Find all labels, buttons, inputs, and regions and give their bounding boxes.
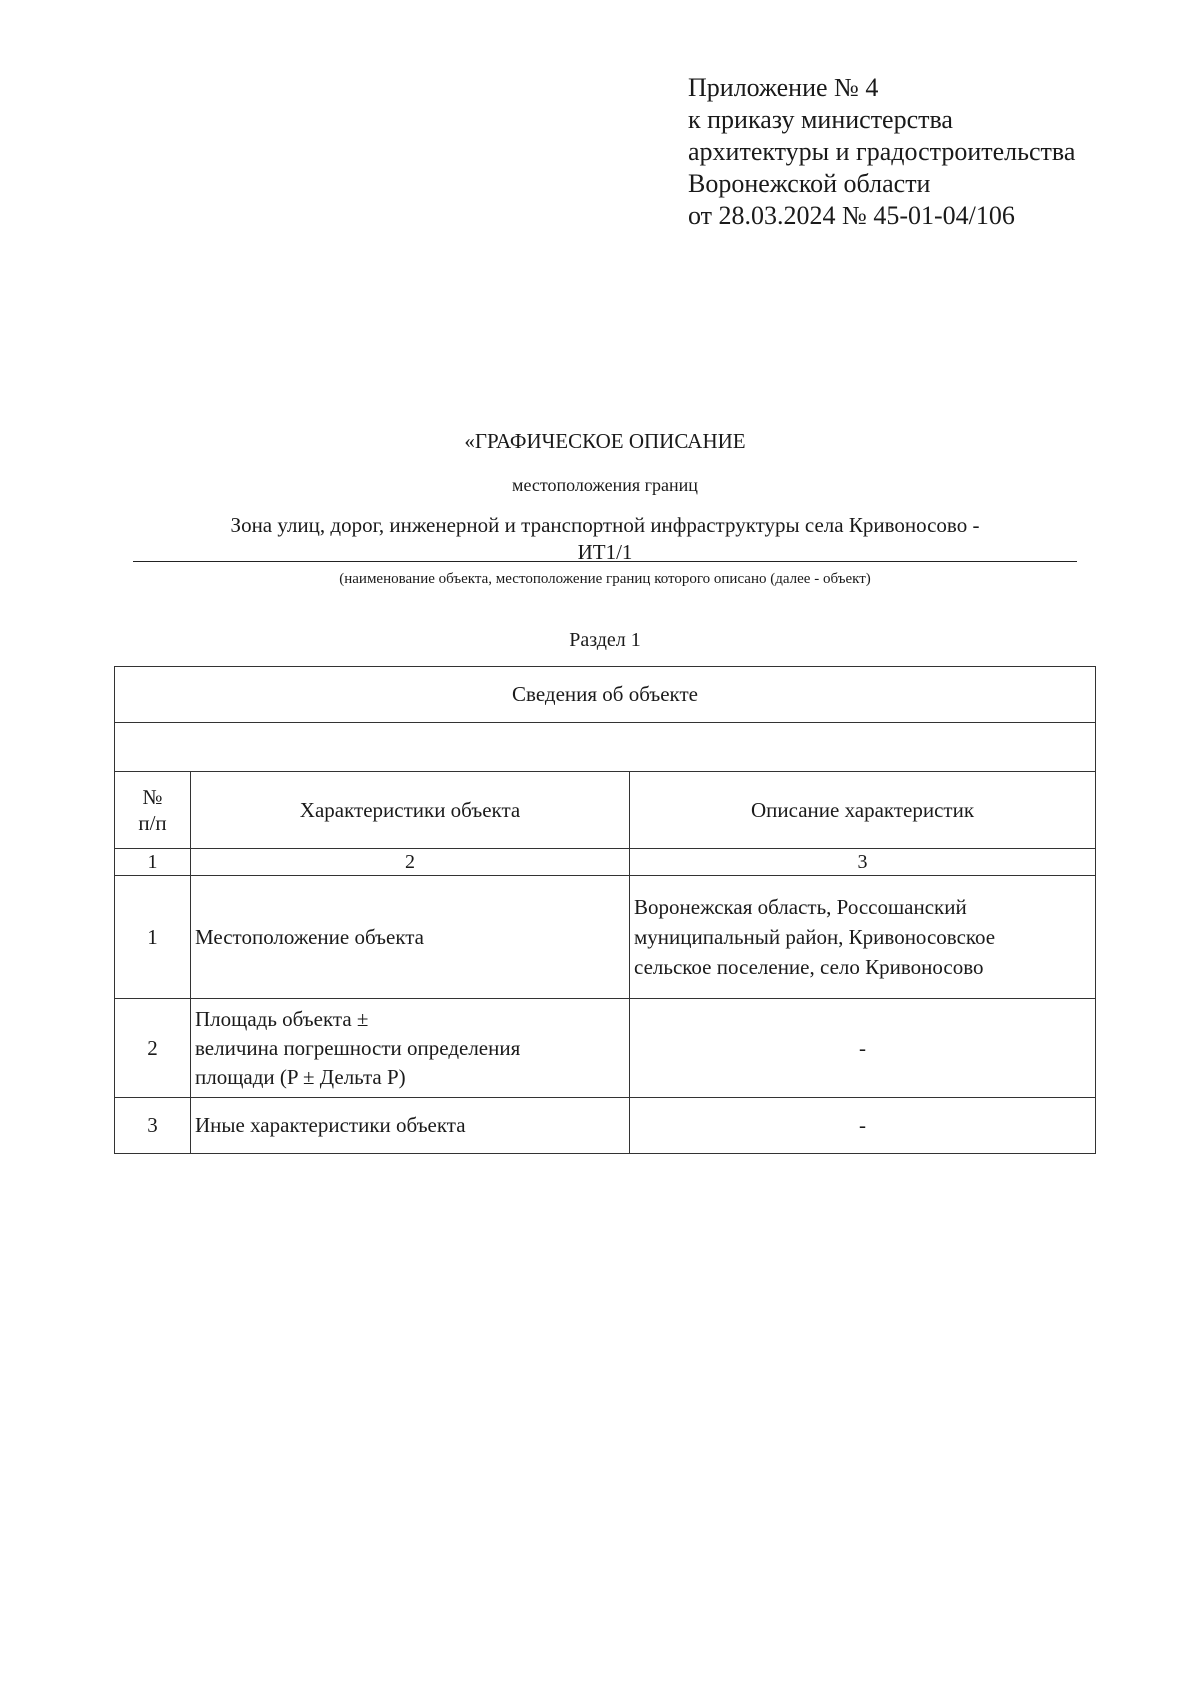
appendix-header (688, 72, 1075, 232)
header-characteristics: Характеристики объекта (191, 772, 630, 849)
row-characteristic-line: площади (P ± Дельта P) (195, 1064, 406, 1089)
header-num (115, 772, 191, 849)
column-index-2: 2 (191, 849, 630, 876)
appendix-date-number: от 28.03.2024 № 45-01-04/106 (688, 201, 1015, 230)
column-index-3: 3 (630, 849, 1096, 876)
row-description (630, 876, 1096, 999)
header-description: Описание характеристик (630, 772, 1096, 849)
row-characteristic: Местоположение объекта (191, 876, 630, 999)
table-title-row (115, 667, 1096, 723)
table-empty-row (115, 723, 1096, 772)
table-row (115, 1098, 1096, 1154)
appendix-number: Приложение № 4 (688, 73, 879, 102)
row-description-line: сельское поселение, село Кривоносово (634, 955, 984, 979)
row-description-line: Воронежская область, Россошанский (634, 895, 967, 919)
row-characteristic-line: Площадь объекта ± (195, 1006, 369, 1031)
object-name-caption: (наименование объекта, местоположение границ которого описано (далее - объект) (339, 571, 871, 587)
section-label: Раздел 1 (569, 629, 641, 651)
table-row (115, 876, 1096, 999)
document-title: «ГРАФИЧЕСКОЕ ОПИСАНИЕ (464, 429, 746, 453)
object-name-underline (133, 561, 1077, 562)
object-name-line-1: Зона улиц, дорог, инженерной и транспортной инфраструктуры села Кривоносово - (230, 513, 980, 537)
document-title-block (130, 428, 1080, 566)
row-characteristic-line: величина погрешности определения (195, 1035, 521, 1060)
appendix-region: Воронежской области (688, 169, 931, 198)
table-title: Сведения об объекте (115, 667, 1096, 723)
row-description: - (630, 999, 1096, 1098)
row-num: 1 (115, 876, 191, 999)
row-description-line: муниципальный район, Кривоносовское (634, 925, 996, 949)
column-index-1: 1 (115, 849, 191, 876)
document-subtitle: местоположения границ (512, 475, 698, 495)
row-description: - (630, 1098, 1096, 1154)
appendix-order-ref: к приказу министерства (688, 105, 953, 134)
table-row (115, 999, 1096, 1098)
row-characteristic (191, 999, 630, 1098)
header-num-line-2: п/п (138, 811, 167, 835)
appendix-ministry: архитектуры и градостроительства (688, 137, 1076, 166)
header-num-line-1: № (142, 785, 163, 809)
object-name-line-2: ИТ1/1 (577, 540, 633, 564)
table-empty-cell (115, 723, 1096, 772)
object-info-table (114, 666, 1096, 1154)
table-header-row (115, 772, 1096, 849)
row-num: 2 (115, 999, 191, 1098)
row-num: 3 (115, 1098, 191, 1154)
table-column-index-row (115, 849, 1096, 876)
object-name (130, 512, 1080, 566)
row-characteristic: Иные характеристики объекта (191, 1098, 630, 1154)
